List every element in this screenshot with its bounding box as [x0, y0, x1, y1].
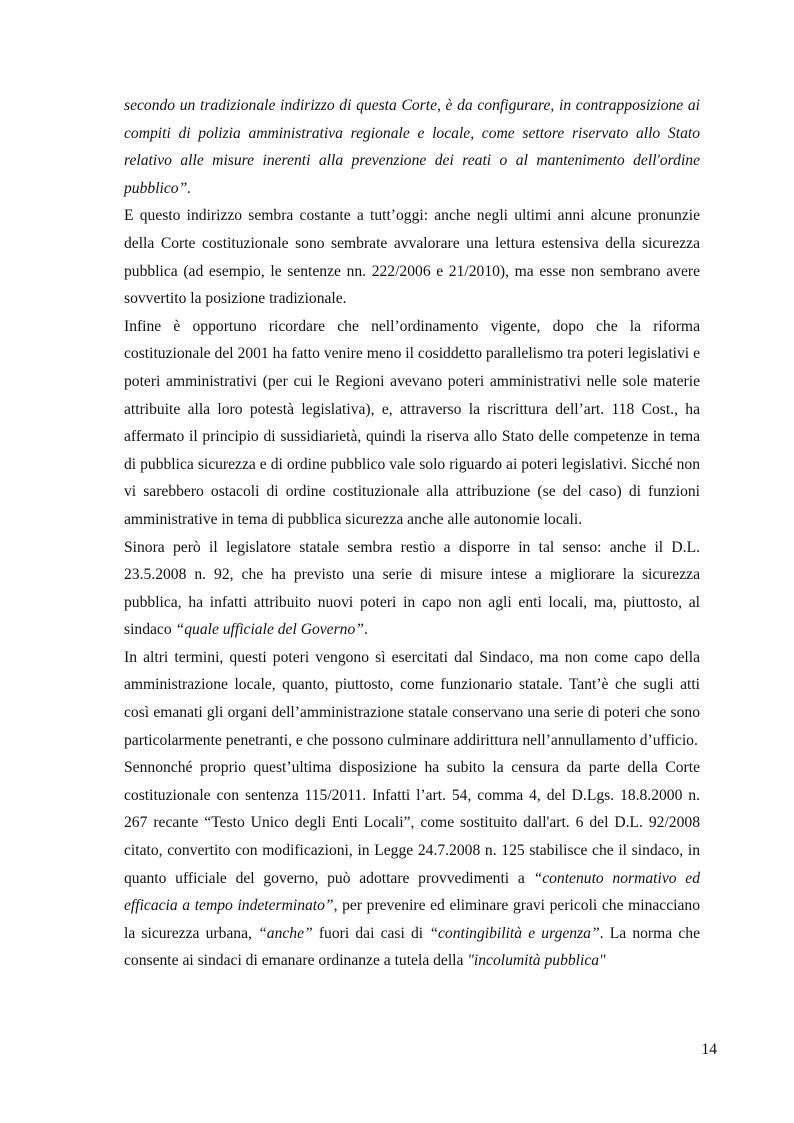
body-text — [124, 92, 700, 975]
paragraph — [124, 534, 700, 644]
paragraph — [124, 202, 700, 312]
text-run: , per prevenire ed eliminare gravi pericoli che minacciano la sicurezza urbana, — [124, 897, 700, 942]
text-run: Sinora però il legislatore statale sembra restìo a disporre in tal senso: anche il D.L. 23.5.2008 n. 92, che ha previsto una serie di misure intese a migliorare la sicurezza pubblica, ha infatti attribuito nuovi poteri in capo non agli enti locali, ma, piuttosto, al sindaco — [124, 538, 700, 639]
page-number: 14 — [701, 1041, 717, 1058]
paragraph — [124, 313, 700, 534]
text-run: Sennonché proprio quest’ultima disposizione ha subito la censura da parte della Corte costituzionale con sentenza 115/2011. Infatti l’art. 54, comma 4, del D.Lgs. 18.8.2000 n. 267 recante “Testo Unico degli Enti Locali”, come sostituito dall'art. 6 del D.L. 92/2008 citato, convertito con modificazioni, in Legge 24.7.2008 n. 125 stabilisce che il sindaco, in quanto ufficiale del governo, può adottare provvedimenti a — [124, 759, 700, 887]
italic-quote: “quale ufficiale del Governo” — [175, 621, 364, 639]
text-run: Infine è opportuno ricordare che nell’ordinamento vigente, dopo che la riforma costituzionale del 2001 ha fatto venire meno il cosiddetto parallelismo tra poteri legislativi e poteri amministrativi (per cui le Regioni avevano poteri amministrativi nelle sole materie attribuite alla loro potestà legislativa), e, attraverso la riscrittura dell’art. 118 Cost., ha affermato il principio di sussidiarietà, quindi la riserva allo Stato delle competenze in tema di pubblica sicurezza e di ordine pubblico vale solo riguardo ai poteri legislativi. Sicché non vi sarebbero ostacoli di ordine costituzionale alla attribuzione (se del caso) di funzioni amministrative in tema di pubblica sicurezza anche alle autonomie locali. — [124, 317, 700, 528]
italic-quote: secondo un tradizionale indirizzo di questa Corte, è da configurare, in contrapposizione ai compiti di polizia amministrativa regionale e locale, come settore riservato allo Stato relativo alle misure inerenti alla prevenzione dei reati o al mantenimento dell'ordine pubblico”. — [124, 97, 700, 197]
text-run: fuori dai casi di — [312, 924, 430, 942]
italic-quote: “contenuto normativo ed efficacia a tempo indeterminato” — [124, 869, 700, 915]
text-run: . La norma che consente ai sindaci di emanare ordinanze a tutela della — [124, 924, 700, 970]
text-run: . — [363, 621, 368, 639]
italic-quote: "incolumità pubblica" — [467, 952, 606, 970]
paragraph — [124, 754, 700, 975]
italic-quote: “anche” — [258, 924, 313, 942]
text-run: In altri termini, questi poteri vengono sì esercitati dal Sindaco, ma non come capo della amministrazione locale, quanto, piuttosto, come funzionario statale. Tant’è che sugli atti così emanati gli organi dell’amministrazione statale conservano una serie di poteri che sono particolarmente penetranti, e che possono culminare addirittura nell’annullamento d’ufficio. — [124, 648, 700, 749]
paragraph — [124, 644, 700, 754]
text-run: E questo indirizzo sembra costante a tutt’oggi: anche negli ultimi anni alcune pronunzie della Corte costituzionale sono sembrate avvalorare una lettura estensiva della sicurezza pubblica (ad esempio, le sentenze nn. 222/2006 e 21/2010), ma esse non sembrano avere sovvertito la posizione tradizionale. — [124, 207, 700, 308]
italic-quote: “contingibilità e urgenza” — [429, 924, 600, 942]
paragraph — [124, 92, 700, 202]
